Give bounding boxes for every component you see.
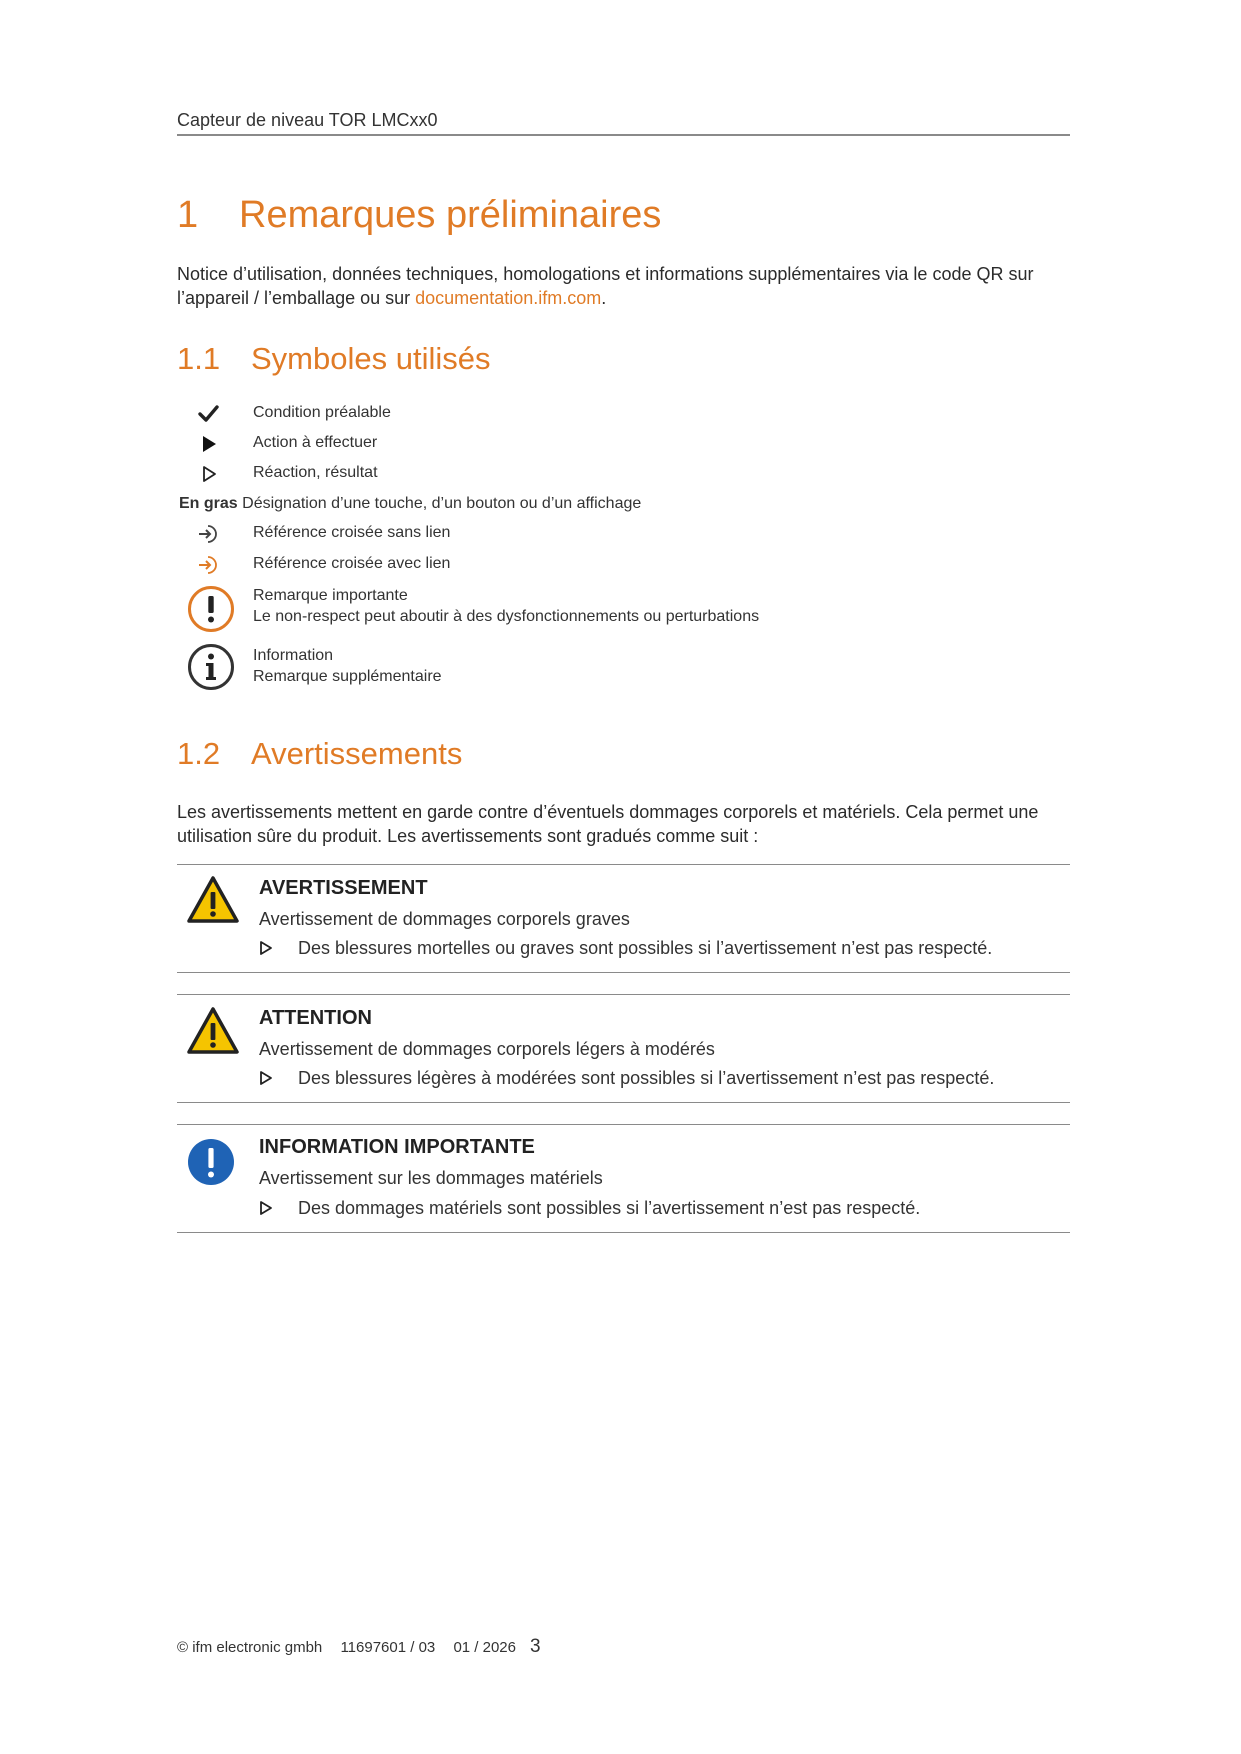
warning-triangle-icon (186, 875, 240, 925)
symbol-row (177, 400, 1070, 428)
section-1-2-title: Avertissements (251, 736, 463, 771)
warning-rule (177, 972, 1070, 973)
warning-rule (177, 1124, 1070, 1125)
section-1-2-heading (177, 736, 462, 772)
symbol-text: Action à effectuer (253, 434, 378, 451)
documentation-link[interactable]: documentation.ifm.com (415, 288, 602, 308)
warning-triangle-icon (186, 1006, 240, 1056)
warning-result: Des blessures mortelles ou graves sont possibles si l’avertissement n’est pas respecté. (298, 938, 993, 958)
warning-rule (177, 864, 1070, 865)
symbol-row (177, 460, 1070, 488)
warning-title: AVERTISSEMENT (259, 877, 428, 899)
outline-triangle-icon (195, 460, 223, 488)
warning-description: Avertissement de dommages corporels légers à modérés (259, 1039, 715, 1059)
warning-title: ATTENTION (259, 1007, 372, 1029)
information-text (253, 645, 442, 687)
warning-rule (177, 994, 1070, 995)
symbol-row-bold (177, 491, 1070, 519)
information-title: Information (253, 647, 334, 664)
cross-reference-icon (195, 520, 223, 548)
symbol-text: Référence croisée sans lien (253, 524, 451, 541)
section-1-1-title: Symboles utilisés (251, 341, 491, 376)
section-1-intro (177, 262, 1070, 310)
section-1-1-number: 1.1 (177, 341, 221, 376)
warning-result: Des blessures légères à modérées sont possibles si l’avertissement n’est pas respecté. (298, 1068, 995, 1088)
symbol-text: Condition préalable (253, 404, 391, 421)
warning-result: Des dommages matériels sont possibles si l’avertissement n’est pas respecté. (298, 1198, 921, 1218)
important-note-text (253, 585, 759, 627)
section-1-number: 1 (177, 194, 199, 236)
cross-reference-link-icon (195, 551, 223, 579)
footer-doc-number: 11697601 / 03 (340, 1639, 436, 1656)
page-footer (177, 1636, 541, 1658)
header-rule (177, 134, 1070, 136)
warning-rule (177, 1102, 1070, 1103)
section-1-2-number: 1.2 (177, 736, 221, 771)
info-circle-icon (187, 643, 235, 691)
symbol-row (177, 520, 1070, 548)
warning-title: INFORMATION IMPORTANTE (259, 1136, 535, 1158)
outline-triangle-icon (258, 940, 274, 956)
exclamation-circle-icon (187, 585, 235, 633)
warning-description: Avertissement sur les dommages matériels (259, 1168, 603, 1188)
outline-triangle-icon (258, 1200, 274, 1216)
section-1-1-heading (177, 341, 490, 377)
important-note-title: Remarque importante (253, 587, 408, 604)
footer-date: 01 / 2026 (453, 1639, 516, 1656)
footer-copyright: © ifm electronic gmbh (177, 1639, 323, 1656)
bold-label: En gras (179, 495, 238, 512)
symbol-text (179, 495, 641, 513)
intro-period: . (601, 288, 607, 308)
blue-exclamation-icon (186, 1137, 236, 1187)
bold-description: Désignation d’une touche, d’un bouton ou d’un affichage (242, 495, 642, 512)
symbol-row (177, 551, 1070, 579)
warnings-intro: Les avertissements mettent en garde contre d’éventuels dommages corporels et matériels. Cela permet une utilisation sûre du produit. Les avertissements sont gradués comme suit : (177, 802, 1039, 846)
warning-description: Avertissement de dommages corporels graves (259, 909, 630, 929)
section-1-title: Remarques préliminaires (239, 194, 662, 236)
outline-triangle-icon (258, 1070, 274, 1086)
important-note-description: Le non-respect peut aboutir à des dysfonctionnements ou perturbations (253, 608, 760, 625)
symbol-row (177, 430, 1070, 458)
symbol-text: Réaction, résultat (253, 464, 378, 481)
page-header: Capteur de niveau TOR LMCxx0 (177, 110, 438, 130)
symbol-text: Référence croisée avec lien (253, 555, 451, 572)
footer-page-number: 3 (530, 1636, 541, 1657)
intro-text: Notice d’utilisation, données techniques, homologations et informations supplémentaires via le code QR sur l’appareil / l’emballage ou sur (177, 264, 1034, 308)
information-description: Remarque supplémentaire (253, 668, 442, 685)
section-1-heading (177, 194, 661, 237)
warning-rule (177, 1232, 1070, 1233)
filled-triangle-icon (195, 430, 223, 458)
checkmark-icon (195, 400, 223, 428)
